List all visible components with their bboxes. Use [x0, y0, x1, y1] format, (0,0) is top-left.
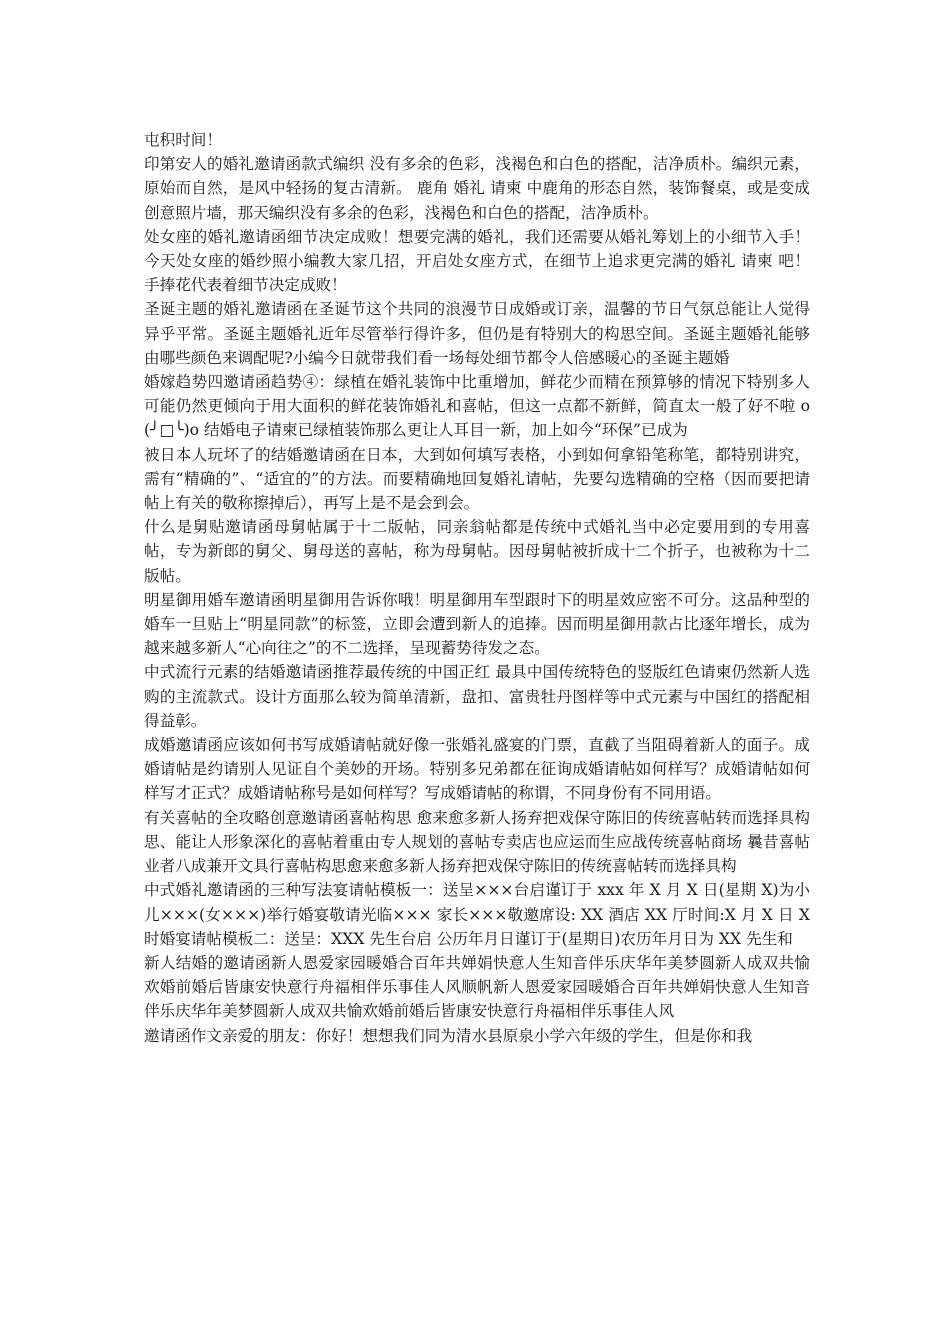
paragraph: 有关喜帖的全攻略创意邀请函喜帖构思 愈来愈多新人扬弃把戏保守陈旧的传统喜帖转而选择具构思、能让人形象深化的喜帖着重由专人规划的喜帖专卖店也应运而生应战传统喜帖商场 曩昔喜帖业者八成兼开文具行喜帖构思愈来愈多新人扬弃把戏保守陈旧的传统喜帖转而选择具构: [144, 808, 810, 876]
paragraph: 新人结婚的邀请函新人恩爱家园暖婚合百年共婵娟快意人生知音伴乐庆华年美梦圆新人成双共愉欢婚前婚后皆康安快意行舟福相伴乐事佳人风顺帆新人恩爱家园暖婚合百年共婵娟快意人生知音伴乐庆华年美梦圆新人成双共愉欢婚前婚后皆康安快意行舟福相伴乐事佳人风: [144, 953, 810, 1021]
paragraph: 明星御用婚车邀请函明星御用告诉你哦！明星御用车型跟时下的明星效应密不可分。这品种型的婚车一旦贴上“明星同款”的标签，立即会遭到新人的追捧。因而明星御用款占比逐年增长，成为越来越多新人“心向往之”的不二选择，呈现蓄势待发之态。: [144, 590, 810, 658]
paragraph: 邀请函作文亲爱的朋友：你好！想想我们同为清水县原泉小学六年级的学生，但是你和我: [144, 1026, 753, 1045]
paragraph: 印第安人的婚礼邀请函款式编织 没有多余的色彩，浅褐色和白色的搭配，洁净质朴。编织元素，原始而自然，是风中轻扬的复古清新。 鹿角 婚礼 请柬 中鹿角的形态自然，装饰餐桌，或是变成创意照片墙，那天编织没有多余的色彩，浅褐色和白色的搭配，洁净质朴。: [144, 155, 810, 222]
paragraph: 中式婚礼邀请函的三种写法宴请帖模板一：送呈×××台启谨订于 xxx 年 X 月 X 日(星期 X)为小儿×××(女×××)举行婚宴敬请光临××× 家长×××敬邀席设: XX 酒店 XX 厅时间:X 月 X 日 X 时婚宴请帖模板二：送呈：XXX 先生台启 公历年月日谨订于(星期日)农历年月日为 XX 先生和: [144, 881, 810, 948]
paragraph: 什么是舅贴邀请函母舅帖属于十二版帖，同亲翁帖都是传统中式婚礼当中必定要用到的专用喜帖，专为新郎的舅父、舅母送的喜帖，称为母舅帖。因母舅帖被折成十二个折子，也被称为十二版帖。: [144, 518, 810, 585]
paragraph: 圣诞主题的婚礼邀请函在圣诞节这个共同的浪漫节日成婚或订亲，温馨的节日气氛总能让人觉得异乎平常。圣诞主题婚礼近年尽管举行得许多，但仍是有特别大的构思空间。圣诞主题婚礼能够由哪些颜色来调配呢?小编今日就带我们看一场每处细节都令人倍感暖心的圣诞主题婚: [144, 300, 810, 367]
paragraph: 婚嫁趋势四邀请函趋势④：绿植在婚礼装饰中比重增加，鲜花少而精在预算够的情况下特别多人可能仍然更倾向于用大面积的鲜花装饰婚礼和喜帖，但这一点都不新鲜，简直太一般了好不啦 o(╯□╰)o 结婚电子请柬已绿植装饰那么更让人耳目一新，加上如今“环保”已成为: [144, 373, 810, 440]
paragraph: 成婚邀请函应该如何书写成婚请帖就好像一张婚礼盛宴的门票，直截了当阻碍着新人的面子。成婚请帖是约请别人见证自个美妙的开场。特别多兄弟都在征询成婚请帖如何样写？成婚请帖如何样写才正式？成婚请帖称号是如何样写？写成婚请帖的称谓，不同身份有不同用语。: [144, 736, 810, 803]
paragraph: 被日本人玩坏了的结婚邀请函在日本，大到如何填写表格，小到如何拿铅笔称笔，都特别讲究，需有“精确的”、“适宜的”的方法。而要精确地回复婚礼请帖，先要勾选精确的空格（因而要把请帖上有关的敬称擦掉后），再写上是不是会到会。: [144, 445, 810, 513]
paragraph: 中式流行元素的结婚邀请函推荐最传统的中国正红 最具中国传统特色的竖版红色请柬仍然新人选购的主流款式。设计方面那么较为简单清新，盘扣、富贵牡丹图样等中式元素与中国红的搭配相得益彰。: [144, 663, 810, 730]
paragraph: 屯积时间！: [144, 131, 222, 149]
paragraph: 处女座的婚礼邀请函细节决定成败！想要完满的婚礼，我们还需要从婚礼筹划上的小细节入手！今天处女座的婚纱照小编教大家几招，开启处女座方式，在细节上追求更完满的婚礼 请柬 吧！ 手捧花代表着细节决定成败！: [144, 227, 810, 295]
document-body: [144, 128, 810, 1048]
